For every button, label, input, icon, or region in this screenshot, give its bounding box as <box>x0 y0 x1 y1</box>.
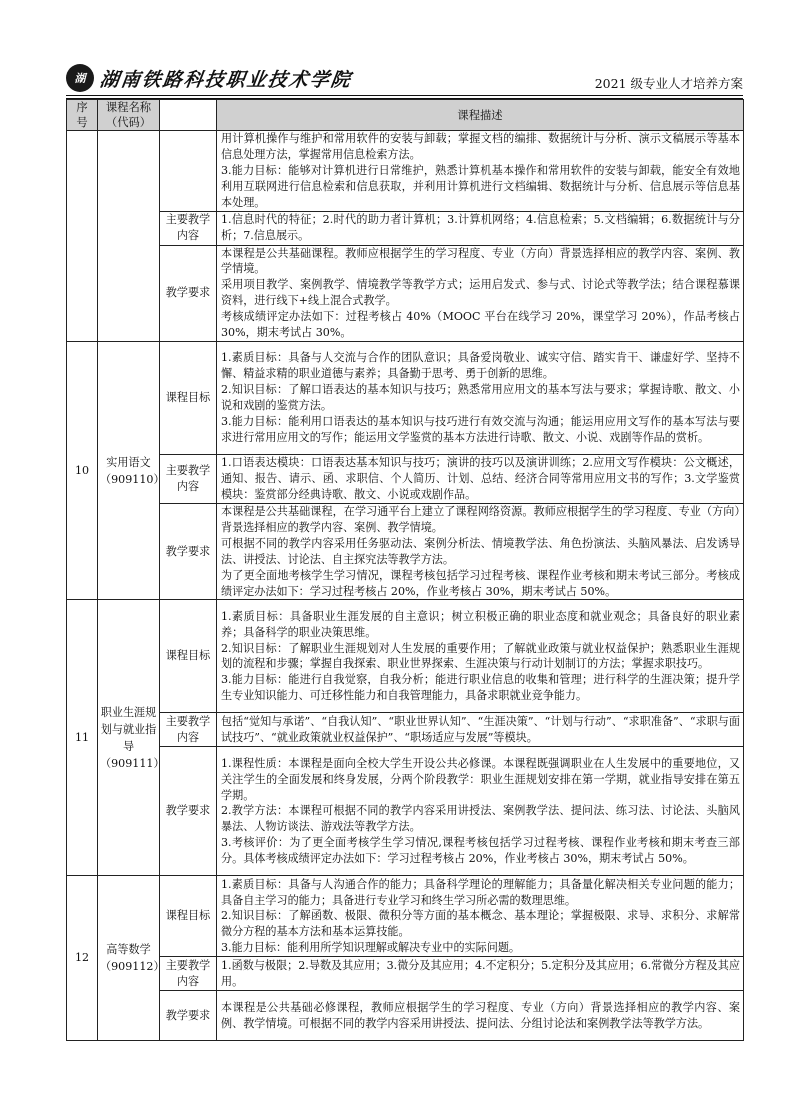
table-row <box>67 747 744 876</box>
table-row <box>67 600 744 713</box>
course-name: 实用语文 <box>106 455 151 469</box>
table-row <box>67 341 744 454</box>
goal-text: 1.素质目标：具备与人交流与合作的团队意识；具备爱岗敬业、诚实守信、踏实肯干、谦虚好学、坚持不懈、精益求精的职业道德与素养；具备勤于思考、勇于创新的思维。 2.知识目标：了解口语表达的基本知识与技巧；熟悉常用应用文的基本写法与要求；掌握诗歌、散文、小说和戏剧的鉴赏方法。 3.能力目标：能利用口语表达的基本知识与技巧进行有效交流与沟通；能运用应用文写作的基本写法与要求进行常用应用文的写作；能运用文学鉴赏的基本方法进行诗歌、散文、小说、戏剧等作品的赏析。 <box>217 341 744 454</box>
goal-text: 1.素质目标：具备与人沟通合作的能力；具备科学理论的理解能力；具备量化解决相关专业问题的能力；具备自主学习的能力；具备进行专业学习和终生学习所必需的数理思维。 2.知识目标：了解函数、极限、微积分等方面的基本概念、基本理论；掌握极限、求导、求积分、求解常微分方程的基本方法和基本运算技能。 3.能力目标：能利用所学知识理解或解决专业中的实际问题。 <box>217 876 744 957</box>
req-label: 教学要求 <box>160 503 217 599</box>
course-number: 10 <box>67 341 98 599</box>
header-seq: 序号 <box>67 100 98 131</box>
table-row <box>67 876 744 957</box>
content-label: 主要教学内容 <box>160 957 217 991</box>
cont-content-label: 主要教学内容 <box>160 211 217 245</box>
req-text: 本课程是公共基础必修课程，教师应根据学生的学习程度、专业（方向）背景选择相应的教学内容、案例、教学情境。可根据不同的教学内容采用讲授法、提问法、分组讨论法和案例教学法等教学方法。 <box>217 991 744 1041</box>
content-text: 1.函数与极限；2.导数及其应用；3.微分及其应用；4.不定积分；5.定积分及其应用；6.常微分方程及其应用。 <box>217 957 744 991</box>
cont-req-label: 教学要求 <box>160 245 217 341</box>
table-header-row <box>67 100 744 131</box>
course-code: （909111） <box>100 756 165 770</box>
table-row <box>67 713 744 747</box>
content-label: 主要教学内容 <box>160 454 217 503</box>
table-row <box>67 245 744 341</box>
course-number: 12 <box>67 876 98 1041</box>
school-logo <box>66 64 352 92</box>
course-name: 高等数学 <box>106 943 151 957</box>
school-seal-icon: 湖 <box>66 64 94 92</box>
cont-goal-label <box>160 131 217 212</box>
course-name-cell <box>98 876 165 1041</box>
req-text: 本课程是公共基础课程，在学习通平台上建立了课程网络资源。教师应根据学生的学习程度、专业（方向）背景选择相应的教学内容、案例、教学情境。 可根据不同的教学内容采用任务驱动法、案例分析法、情境教学法、角色扮演法、头脑风暴法、启发诱导法、讲授法、讨论法、自主探究法等教学方法。 为了更全面地考核学生学习情况，课程考核包括学习过程考核、课程作业考核和期末考试三部分。考核成绩评定办法如下：学习过程考核占 20%，作业考核占 30%，期末考试占 50%。 <box>217 503 744 599</box>
table-row <box>67 131 744 212</box>
course-name: 职业生涯规划与就业指导 <box>100 705 157 753</box>
course-code: （909112） <box>100 960 165 974</box>
school-name: 湖南铁路科技职业技术学院 <box>98 68 354 91</box>
cont-course-cell <box>98 131 160 342</box>
goal-label: 课程目标 <box>160 876 217 957</box>
req-text: 1.课程性质：本课程是面向全校大学生开设公共必修课。本课程既强调职业在人生发展中的重要地位，又关注学生的全面发展和终身发展，分两个阶段教学：职业生涯规划安排在第一学期，就业指导安排在第五学期。 2.教学方法：本课程可根据不同的教学内容采用讲授法、案例教学法、提问法、练习法、讨论法、头脑风暴法、人物访谈法、游戏法等教学方法。 3.考核评价：为了更全面考核学生学习情况,课程考核包括学习过程考核、课程作业考核和期末考查三部分。具体考核成绩评定办法如下：学习过程考核占 20%，作业考核占 30%，期末考试占 50%。 <box>217 747 744 876</box>
table-row <box>67 503 744 599</box>
course-name-cell <box>98 600 165 876</box>
course-name-cell <box>98 341 165 599</box>
req-label: 教学要求 <box>160 747 217 876</box>
header-description: 课程描述 <box>217 100 744 131</box>
header-blank <box>160 100 217 131</box>
table-row <box>67 454 744 503</box>
header-rule-thick <box>66 95 743 96</box>
cont-seq-cell <box>67 131 98 342</box>
cont-goal-text: 用计算机操作与维护和常用软件的安装与卸载；掌握文档的编排、数据统计与分析、演示文稿展示等基本信息处理方法，掌握常用信息检索方法。 3.能力目标：能够对计算机进行日常维护，熟悉计算机基本操作和常用软件的安装与卸载，能安全有效地利用互联网进行信息检索和信息获取，并利用计算机进行文档编辑、数据统计与分析、信息展示等信息基本处理。 <box>217 131 744 212</box>
table-row <box>67 211 744 245</box>
header-course: 课程名称（代码） <box>98 100 160 131</box>
content-label: 主要教学内容 <box>160 713 217 747</box>
content-text: 包括“觉知与承诺”、“自我认知”、“职业世界认知”、“生涯决策”、“计划与行动”、“求职准备”、“求职与面试技巧”、“就业政策就业权益保护”、“职场适应与发展”等模块。 <box>217 713 744 747</box>
course-code: （909110） <box>100 472 165 486</box>
goal-label: 课程目标 <box>160 600 217 713</box>
course-number: 11 <box>67 600 98 876</box>
cont-req-text: 本课程是公共基础课程。教师应根据学生的学习程度、专业（方向）背景选择相应的教学内容、案例、教学情境。 采用项目教学、案例教学、情境教学等教学方式；运用启发式、参与式、讨论式等教学法；结合课程慕课资料，进行线下+线上混合式教学。 考核成绩评定办法如下：过程考核占 40%（MOOC 平台在线学习 20%，课堂学习 20%），作品考核占 30%，期末考试占 30%。 <box>217 245 744 341</box>
table-row <box>67 991 744 1041</box>
goal-text: 1.素质目标：具备职业生涯发展的自主意识；树立积极正确的职业态度和就业观念；具备良好的职业素养；具备科学的职业决策思维。 2.知识目标：了解职业生涯规划对人生发展的重要作用；了解就业政策与就业权益保护；熟悉职业生涯规划的流程和步骤；掌握自我探索、职业世界探索、生涯决策与行动计划制订的方法；掌握求职技巧。 3.能力目标：能进行自我觉察，自我分析；能进行职业信息的收集和管理；进行科学的生涯决策；提升学生专业知识能力、可迁移性能力和自我管理能力，具备求职就业竞争能力。 <box>217 600 744 713</box>
goal-label: 课程目标 <box>160 341 217 454</box>
page-header <box>66 62 743 96</box>
cont-content-text: 1.信息时代的特征；2.时代的助力者计算机；3.计算机网络；4.信息检索；5.文档编辑；6.数据统计与分析；7.信息展示。 <box>217 211 744 245</box>
table-row <box>67 957 744 991</box>
content-text: 1.口语表达模块：口语表达基本知识与技巧；演讲的技巧以及演讲训练；2.应用文写作模块：公文概述，通知、报告、请示、函、求职信、个人简历、计划、总结、经济合同等常用应用文书的写作；3.文学鉴赏模块：鉴赏部分经典诗歌、散文、小说或戏剧作品。 <box>217 454 744 503</box>
course-table <box>66 99 744 1041</box>
req-label: 教学要求 <box>160 991 217 1041</box>
plan-title: 2021 级专业人才培养方案 <box>594 76 743 91</box>
